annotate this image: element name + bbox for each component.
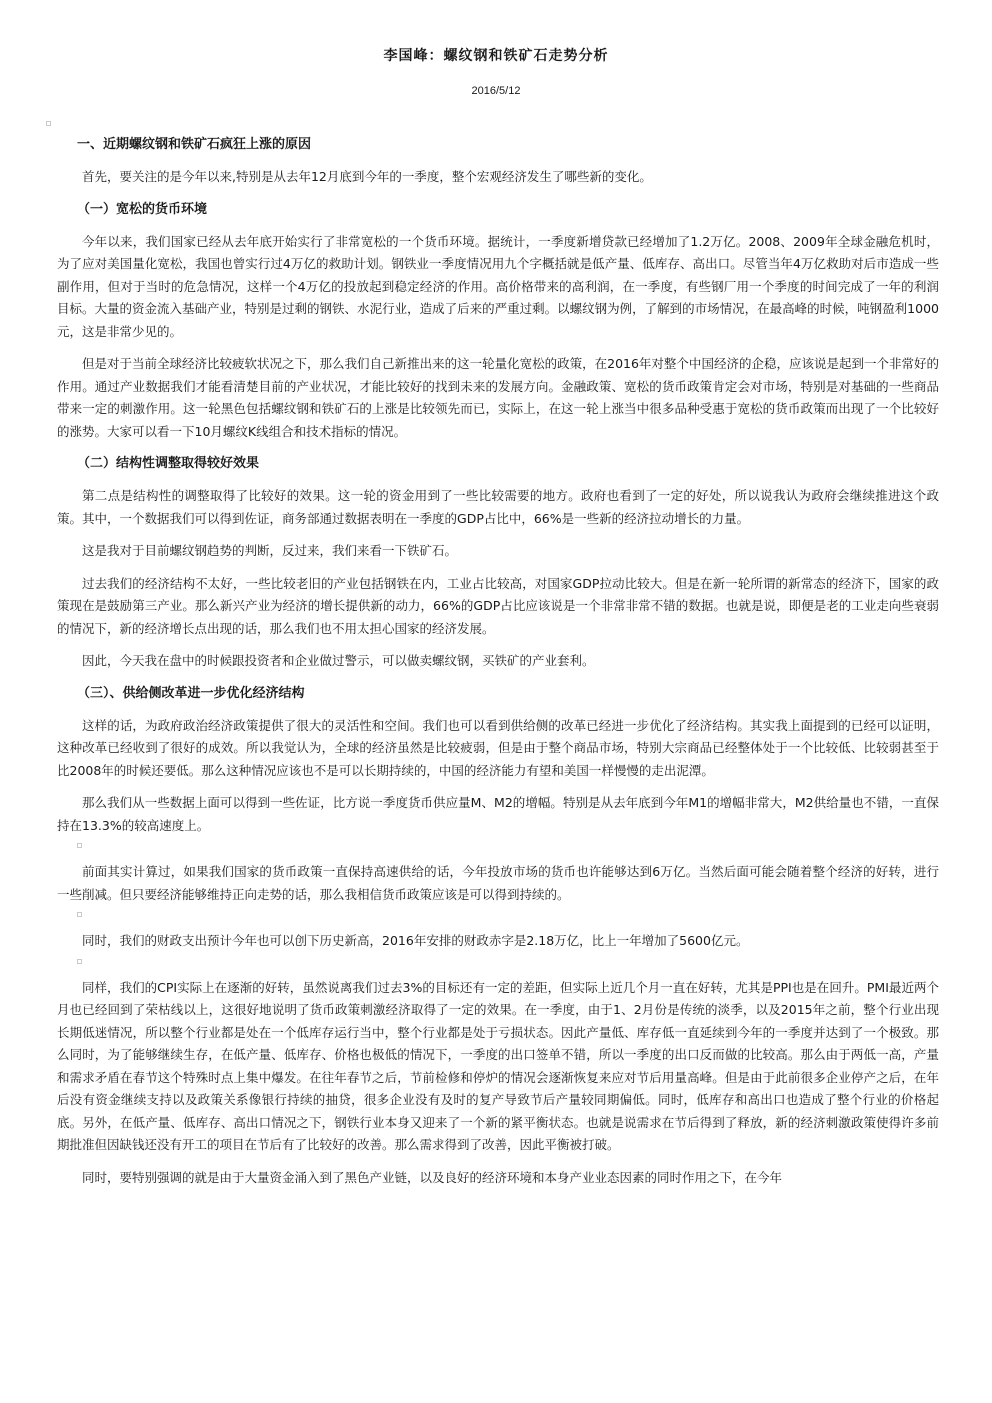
paragraph: 但是对于当前全球经济比较疲软状况之下，那么我们自己新推出来的这一轮量化宽松的政策，在2016年对整个中国经济的企稳，应该说是起到一个非常好的作用。通过产业数据我们才能看清楚目前的产业状况，才能比较好的找到未来的发展方向。金融政策、宽松的货币政策肯定会对市场，特别是对基础的一些商品带来一定的刺激作用。这一轮黑色包括螺纹钢和铁矿石的上涨是比较领先而已，实际上，在这一轮上涨当中很多品种受惠于宽松的货币政策而出现了一个比较好的涨势。大家可以看一下10月螺纹K线组合和技术指标的情况。	[57, 356, 939, 439]
anchor-marker	[77, 912, 82, 917]
document-body	[57, 134, 939, 1199]
spacer	[57, 837, 939, 861]
paragraph: 前面其实计算过，如果我们国家的货币政策一直保持高速供给的话，今年投放市场的货币也许能够达到6万亿。当然后面可能会随着整个经济的好转，进行一些削减。但只要经济能够维持正向走势的话，那么我相信货币政策应该是可以得到持续的。	[57, 864, 939, 902]
paragraph: 这样的话，为政府政治经济政策提供了很大的灵活性和空间。我们也可以看到供给侧的改革已经进一步优化了经济结构。其实我上面提到的已经可以证明，这种改革已经收到了很好的成效。所以我觉认为，全球的经济虽然是比较疲弱，但是由于整个商品市场，特别大宗商品已经整体处于一个比较低、比较弱甚至于比2008年的时候还要低。那么这种情况应该也不是可以长期持续的，中国的经济能力有望和美国一样慢慢的走出泥潭。	[57, 717, 939, 778]
paragraph: 同样，我们的CPI实际上在逐渐的好转，虽然说离我们过去3%的目标还有一定的差距，但实际上近几个月一直在好转，尤其是PPI也是在回升。PMI最近两个月也已经回到了荣枯线以上，这很好地说明了货币政策刺激经济取得了一定的效果。在一季度，由于1、2月份是传统的淡季，以及2015年之前，整个行业出现长期低迷情况，所以整个行业都是处在一个低库存运行当中，整个行业都是处于亏损状态。因此产量低、库存低一直延续到今年的一季度并达到了一个极致。那么同时，为了能够继续生存，在低产量、低库存、价格也极低的情况下，一季度的出口签单不错，所以一季度的出口反而做的比较高。那么由于两低一高，产量和需求矛盾在春节这个特殊时点上集中爆发。在往年春节之后，节前检修和停炉的情况会逐渐恢复来应对节后用量高峰。但是由于此前很多企业停产之后，在年后没有资金继续支持以及政策关系像银行持续的抽贷，很多企业没有及时的复产导致节后产量较同期偏低。同时，低库存和高出口也造成了整个行业的价格起底。另外，在低产量、低库存、高出口情况之下，钢铁行业本身又迎来了一个新的紧平衡状态。也就是说需求在节后得到了释放，新的经济刺激政策使得许多前期批准但因缺钱还没有开工的项目在节后有了比较好的改善。那么需求得到了改善，因此平衡被打破。	[57, 979, 939, 1152]
paragraph: 同时，要特别强调的就是由于大量资金涌入到了黑色产业链，以及良好的经济环境和本身产业业态因素的同时作用之下，在今年	[82, 1169, 783, 1185]
subsection-heading: （二）结构性调整取得较好效果	[77, 456, 260, 471]
paragraph: 同时，我们的财政支出预计今年也可以创下历史新高，2016年安排的财政赤字是2.18万亿，比上一年增加了5600亿元。	[82, 933, 749, 948]
anchor-marker	[77, 843, 82, 848]
spacer	[57, 906, 939, 930]
anchor-marker	[46, 121, 51, 126]
section-heading: 一、近期螺纹钢和铁矿石疯狂上涨的原因	[77, 137, 312, 152]
paragraph: 第二点是结构性的调整取得了比较好的效果。这一轮的资金用到了一些比较需要的地方。政府也看到了一定的好处，所以说我认为政府会继续推进这个政策。其中，一个数据我们可以得到佐证，商务部通过数据表明在一季度的GDP占比中，66%是一些新的经济拉动增长的力量。	[57, 488, 939, 526]
paragraph: 那么我们从一些数据上面可以得到一些佐证，比方说一季度货币供应量M、M2的增幅。特别是从去年底到今年M1的增幅非常大，M2供给量也不错，一直保持在13.3%的较高速度上。	[57, 795, 939, 833]
spacer	[57, 953, 939, 977]
paragraph: 因此，今天我在盘中的时候跟投资者和企业做过警示，可以做卖螺纹钢，买铁矿的产业套利。	[82, 653, 595, 668]
anchor-marker	[77, 959, 82, 964]
document-title: 李国峰：螺纹钢和铁矿石走势分析	[383, 48, 609, 64]
paragraph: 过去我们的经济结构不太好，一些比较老旧的产业包括钢铁在内，工业占比较高，对国家GDP拉动比较大。但是在新一轮所谓的新常态的经济下，国家的政策现在是鼓励第三产业。那么新兴产业为经济的增长提供新的动力，66%的GDP占比应该说是一个非常非常不错的数据。也就是说，即便是老的工业走向些衰弱的情况下，新的经济增长点出现的话，那么我们也不用太担心国家的经济发展。	[57, 575, 939, 636]
paragraph: 这是我对于目前螺纹钢趋势的判断，反过来，我们来看一下铁矿石。	[82, 543, 458, 558]
subsection-heading: （一）宽松的货币环境	[77, 201, 208, 217]
paragraph: 首先，要关注的是今年以来,特别是从去年12月底到今年的一季度，整个宏观经济发生了哪些新的变化。	[82, 169, 652, 184]
document-date: 2016/5/12	[471, 85, 521, 97]
paragraph: 今年以来，我们国家已经从去年底开始实行了非常宽松的一个货币环境。据统计，一季度新增贷款已经增加了1.2万亿。2008、2009年全球金融危机时，为了应对美国量化宽松，我国也曾实行过4万亿的救助计划。钢铁业一季度情况用九个字概括就是低产量、低库存、高出口。尽管当年4万亿救助对后市造成一些副作用，但对于当时的危急情况，这样一个4万亿的投放起到稳定经济的作用。高价格带来的高利润，在一季度，有些钢厂用一个季度的时间完成了一年的利润目标。大量的资金流入基础产业，特别是过剩的钢铁、水泥行业，造成了后来的严重过剩。以螺纹钢为例，了解到的市场情况，在最高峰的时候，吨钢盈利1000元，这是非常少见的。	[57, 233, 939, 339]
subsection-heading: （三）、供给侧改革进一步优化经济结构	[77, 685, 305, 701]
